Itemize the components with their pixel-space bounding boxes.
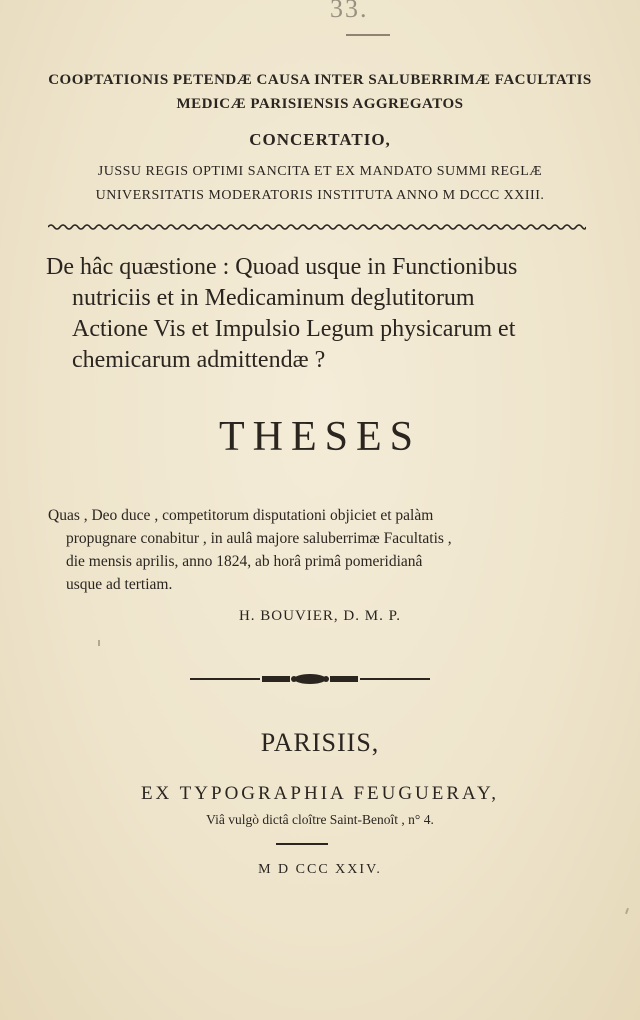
theses-title: THESES xyxy=(218,414,421,460)
imprint-rule xyxy=(276,843,328,845)
paper-speck xyxy=(625,908,629,914)
header-line-1: COOPTATIONIS PETENDÆ CAUSA INTER SALUBERRIMÆ FACULTATIS xyxy=(48,72,592,88)
top-mark-rule xyxy=(346,34,390,36)
handwritten-page-mark: 33. xyxy=(330,0,369,23)
body-line-3: die mensis aprilis, anno 1824, ab horâ primâ pomeridianâ xyxy=(66,553,423,570)
body-line-1: Quas , Deo duce , competitorum disputationi objiciet et palàm xyxy=(48,507,434,524)
imprint-address: Viâ vulgò dictâ cloître Saint-Benoît , n° 4. xyxy=(206,812,434,827)
question-line-1: De hâc quæstione : Quoad usque in Functionibus xyxy=(46,254,518,280)
question-line-2: nutriciis et in Medicaminum deglutitorum xyxy=(72,285,475,311)
header-line-4: JUSSU REGIS OPTIMI SANCITA ET EX MANDATO SUMMI REGLÆ xyxy=(97,164,543,179)
ornamental-divider xyxy=(190,672,430,686)
header-line-5: UNIVERSITATIS MODERATORIS INSTITUTA ANNO M DCCC XXIII. xyxy=(95,188,545,203)
question-line-3: Actione Vis et Impulsio Legum physicarum et xyxy=(72,316,516,342)
paper-speck xyxy=(98,640,100,646)
question-line-4: chemicarum admittendæ ? xyxy=(72,347,326,373)
imprint-city: PARISIIS, xyxy=(260,728,380,757)
question-text xyxy=(46,252,566,376)
body-line-4: usque ad tertiam. xyxy=(66,576,173,593)
body-paragraph xyxy=(48,504,566,596)
header-line-2: MEDICÆ PARISIENSIS AGGREGATOS xyxy=(176,96,464,112)
header-concertatio: CONCERTATIO, xyxy=(249,130,391,149)
imprint-year: M D CCC XXIV. xyxy=(258,862,382,877)
author-name: H. BOUVIER, D. M. P. xyxy=(238,608,402,624)
body-line-2: propugnare conabitur , in aulâ majore saluberrimæ Facultatis , xyxy=(66,530,452,547)
imprint-printer: EX TYPOGRAPHIA FEUGUERAY, xyxy=(140,783,500,804)
wavy-divider xyxy=(48,222,586,232)
